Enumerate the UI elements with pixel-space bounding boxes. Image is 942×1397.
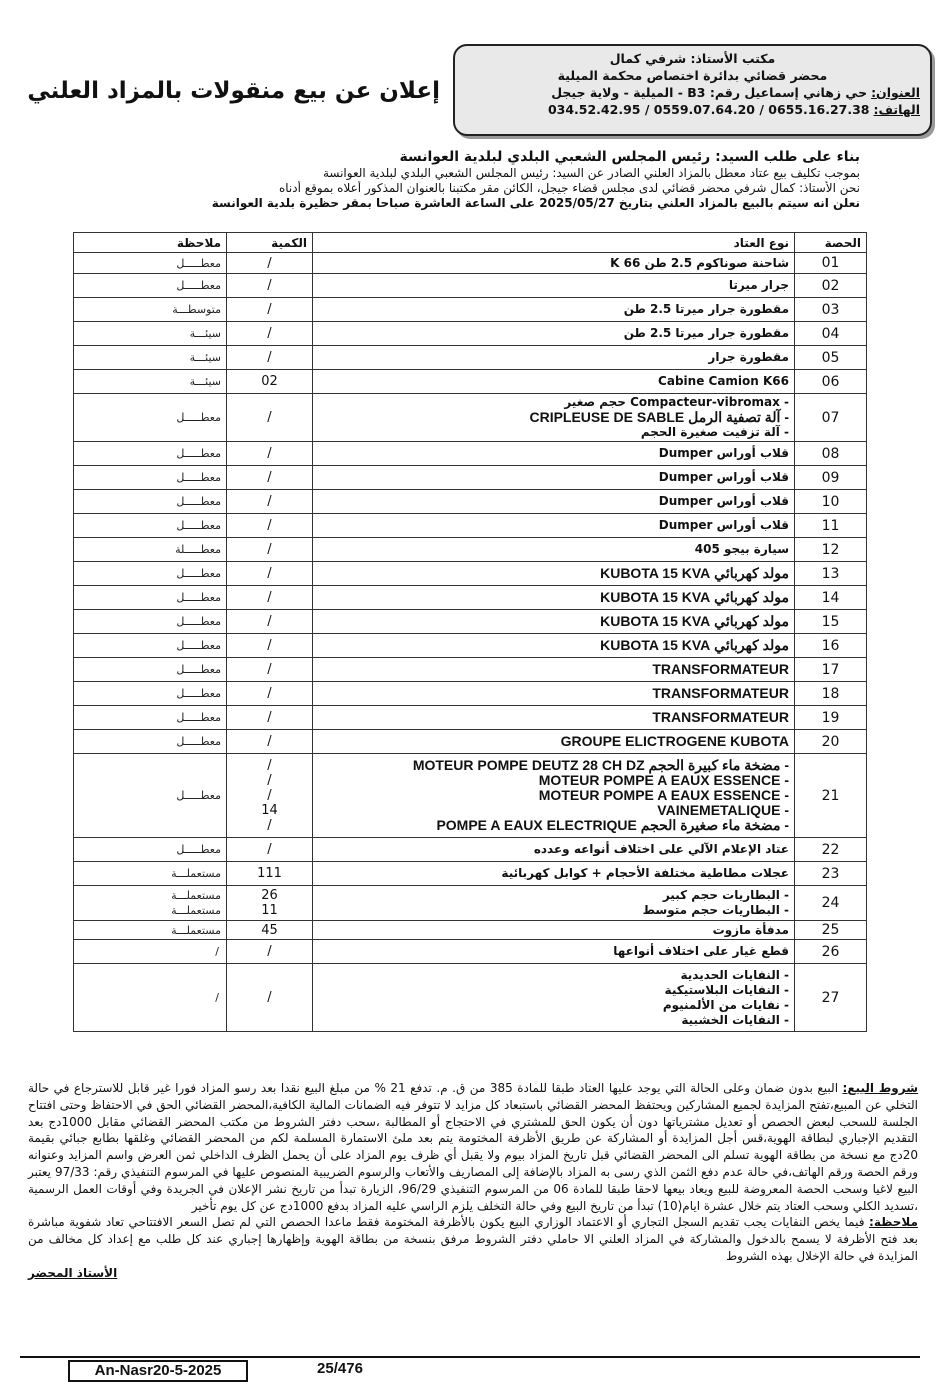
item-note [74, 514, 227, 538]
lot-number: 19 [795, 706, 867, 730]
item-type-line: شاحنة صوناكوم 2.5 طن K 66 [610, 255, 789, 270]
item-type-line: Cabine Camion K66 [658, 374, 789, 388]
item-note [74, 322, 227, 346]
item-type [313, 538, 795, 562]
intro-sale-date: نعلن انه سيتم بالبيع بالمزاد العلني بتاريخ 2025/05/27 على الساعة العاشرة صباحا بمقر حظيرة بلدية العوانسة [211, 196, 860, 210]
quantity-line: 111 [257, 866, 282, 881]
item-quantity [227, 562, 313, 586]
note-line: مستعملـــة [171, 889, 221, 902]
note-line: سيئـــة [189, 375, 221, 388]
office-name: مكتب الأستاذ: شرفي كمال [609, 51, 776, 66]
item-type [313, 754, 795, 838]
office-phone [465, 101, 920, 118]
note-line: معطـــــل [176, 639, 221, 652]
table-row [74, 730, 867, 754]
item-quantity [227, 370, 313, 394]
item-quantity [227, 886, 313, 921]
item-type [313, 838, 795, 862]
note-line: معطـــــل [176, 591, 221, 604]
item-type-line: مقطورة جرار ميرتا 2.5 طن [623, 302, 789, 316]
conditions-paragraph [28, 1080, 918, 1214]
table-row [74, 514, 867, 538]
item-type [313, 586, 795, 610]
table-row [74, 346, 867, 370]
bailiff-office-box [453, 44, 932, 136]
item-quantity [227, 634, 313, 658]
item-note [74, 706, 227, 730]
item-type [313, 610, 795, 634]
note-line: سيئـــة [189, 351, 221, 364]
table-row [74, 754, 867, 838]
conditions-label: شروط البيع: [842, 1081, 919, 1095]
lot-number: 08 [795, 442, 867, 466]
item-type [313, 490, 795, 514]
table-row [74, 921, 867, 940]
lot-number: 10 [795, 490, 867, 514]
item-quantity [227, 682, 313, 706]
note-line: معطـــــل [176, 256, 221, 270]
item-type-line: قلاب أوراس Dumper [658, 518, 789, 532]
table-row [74, 253, 867, 274]
table-row [74, 682, 867, 706]
table-body [74, 253, 867, 1032]
item-note [74, 394, 227, 442]
item-note [74, 964, 227, 1032]
lot-number: 22 [795, 838, 867, 862]
header-lot: الحصة [795, 233, 867, 253]
table-row [74, 586, 867, 610]
note-line: معطـــــل [176, 471, 221, 484]
item-type-line: - MOTEUR POMPE A EAUX ESSENCE [538, 772, 789, 788]
item-note [74, 634, 227, 658]
item-type-line: عتاد الإعلام الآلي على اختلاف أنواعه وعدده [533, 842, 789, 856]
quantity-line: / [267, 758, 272, 773]
note-line: معطـــــل [176, 615, 221, 628]
item-note [74, 940, 227, 964]
item-type-line: عجلات مطاطية مختلفة الأحجام + كوابل كهربائية [501, 866, 789, 880]
note-line: معطـــــل [176, 447, 221, 460]
item-type-line: TRANSFORMATEUR [652, 685, 789, 701]
item-quantity [227, 514, 313, 538]
item-type-line: - البطاريات حجم متوسط [642, 903, 789, 917]
note-line: معطـــــل [176, 711, 221, 724]
item-quantity [227, 253, 313, 274]
page-title: إعلان عن بيع منقولات بالمزاد العلني [27, 78, 440, 104]
lot-number: 15 [795, 610, 867, 634]
item-note [74, 838, 227, 862]
item-type [313, 466, 795, 490]
lot-number: 26 [795, 940, 867, 964]
note-line: متوسطـــة [172, 303, 221, 316]
address-label: العنوان: [871, 85, 920, 100]
item-quantity [227, 586, 313, 610]
conditions-text: البيع بدون ضمان وعلى الحالة التي يوجد عليها العتاد طبقا للمادة 385 من ق. م. تدفع 21 % من مبلغ البيع نقدا بعد رسو المزاد فورا غير قابل للاسترجاع في حالة التخلي عن المبيع،تفتح المزايدة لجميع المشاركين ويحتفظ المحضر القضائي باستبعاد كل مزايد لا تتوفر فيه الضمانات المالية الكافية،المحضر القضائي الحق في الاحتفاظ وحتى افتتاح الجلسة للسحب لبعض الحصص أو تعديل مشترياتها دون أن يكون الحق للمشتري في الاحتجاج أو المطالبة ،سحب دفتر الشروط من مكتب المحضر القضائي مقابل 1000دج بعد التقديم الإجباري لبطاقة الهوية،قس أجل المزايدة أو المشاركة عن طريق الأظرفة المختومة يتم بعد ملئ الاستمارة المسلمة لكم من المحضر القضائي وغلقها بطابع جبائي بقيمة 20دج مع نسخة من بطاقة الهوية تسلم الى المحضر القضائي قبل تاريخ المزاد بيوم ولا يقبل أي ظرف يوم المزاد على أن يحمل الظرف الداخلي ثمن العرض واسم المزايد وعنوانه ورقم الحصة ورقم الهاتف،في حالة عدم دفع الثمن الذي رسى به المزاد بالإضافة إلى المصاريف والأتعاب والرسوم الضريبية المنصوص عليها في المرسوم التنفيذي رقم: 97/33 يعتبر البيع لاغيا وسحب الحصة المعروضة للبيع ويعاد بيعها لاحقا طبقا للمادة 06 من المرسوم التنفيذي 96/29، الزيارة تبدأ من تاريخ نشر الإعلان في الجريدة وفي أوقات العمل الرسمية ،تسديد الكلي وسحب العتاد يتم خلال عشرة ايام(10) تبدأ من تاريخ البيع وفي حالة التخلف يلزم الراسي عليه المزاد بدفع 1000دج عن كل يوم تأخير [28, 1081, 919, 1213]
item-note [74, 886, 227, 921]
item-quantity [227, 274, 313, 298]
lot-number: 11 [795, 514, 867, 538]
note-text: فيما يخص النفايات يجب تقديم السجل التجاري أو الاعتماد الوزاري البيع يكون بالأظرفة المختومة فقط ماعدا الحصص التي لم تصل السعر الافتتاحي تعاد شفوية مباشرة بعد فتح الأظرفة لا يسمح بالدخول والمشاركة في المزاد العلني الا حاملي دفتر الشروط مرفق بنسخة من بطاقة الهوية وإظهارها إجباري عند كل طلب مع إعداد كل مخالف من المزايدة في حالة الإخلال بهذه الشروط [28, 1215, 918, 1263]
item-type [313, 682, 795, 706]
table-row [74, 706, 867, 730]
quantity-line: 45 [261, 922, 278, 938]
signature-line [28, 1265, 918, 1282]
quantity-line: 14 [261, 803, 278, 818]
quantity-line: / [267, 788, 272, 803]
lot-number: 25 [795, 921, 867, 940]
item-note [74, 562, 227, 586]
item-type [313, 394, 795, 442]
item-quantity [227, 538, 313, 562]
header-notes: ملاحظة [74, 233, 227, 253]
lot-number: 02 [795, 274, 867, 298]
item-type [313, 964, 795, 1032]
item-note [74, 610, 227, 634]
lot-number: 16 [795, 634, 867, 658]
item-quantity [227, 964, 313, 1032]
lot-number: 06 [795, 370, 867, 394]
item-quantity [227, 490, 313, 514]
item-type-line: مولد كهربائي KUBOTA 15 KVA [600, 565, 789, 581]
intro-mandate: بموجب تكليف بيع عتاد معطل بالمزاد العلني الصادر عن السيد: رئيس المجلس الشعبي البلدي لبلدية العوانسة [322, 166, 860, 180]
item-type-line: - البطاريات حجم كبير [662, 888, 789, 902]
lot-number: 20 [795, 730, 867, 754]
note-line: معطـــــل [176, 567, 221, 580]
item-note [74, 538, 227, 562]
newspaper-ref: An-Nasr20-5-2025 [68, 1360, 248, 1382]
item-type-line: - آلة تزفيت صغيرة الحجم [640, 425, 789, 439]
note-line: / [215, 991, 221, 1004]
item-type-line: - النفايات البلاستيكية [664, 982, 789, 997]
item-note [74, 370, 227, 394]
item-type-line: - النفايات الخشبية [681, 1012, 789, 1027]
quantity-line: / [267, 710, 272, 725]
intro-bailiff: نحن الأستاذ: كمال شرفي محضر قضائي لدى مجلس قضاء جيجل، الكائن مقر مكتبنا بالعنوان المذكور أعلاه بموقع أدناه [278, 181, 860, 195]
table-row [74, 274, 867, 298]
quantity-line: 02 [261, 374, 278, 389]
item-quantity [227, 658, 313, 682]
header-qty: الكمية [227, 233, 313, 253]
item-note [74, 586, 227, 610]
item-type [313, 514, 795, 538]
item-note [74, 754, 227, 838]
intro-requester: بناء على طلب السيد: رئيس المجلس الشعبي البلدي لبلدية العوانسة [399, 149, 860, 165]
item-type [313, 706, 795, 730]
item-type [313, 634, 795, 658]
note-line: معطـــــل [176, 687, 221, 700]
item-quantity [227, 706, 313, 730]
quantity-line: / [267, 662, 272, 677]
item-type [313, 274, 795, 298]
table-row [74, 538, 867, 562]
lot-number: 13 [795, 562, 867, 586]
item-quantity [227, 442, 313, 466]
quantity-line: 11 [261, 903, 278, 918]
note-line: معطـــــل [176, 519, 221, 532]
phone-value: 0655.16.27.38 / 0559.07.64.20 / 034.52.42.95 [547, 102, 870, 117]
item-note [74, 442, 227, 466]
item-type-line: مقطورة جرار ميرتا 2.5 طن [623, 326, 789, 340]
table-row [74, 862, 867, 886]
table-row [74, 466, 867, 490]
table-row [74, 442, 867, 466]
quantity-line: / [267, 842, 272, 857]
item-type-line: مولد كهربائي KUBOTA 15 KVA [600, 613, 789, 629]
quantity-line: / [267, 614, 272, 629]
quantity-line: / [267, 566, 272, 581]
note-line: معطـــــل [176, 663, 221, 676]
lot-number: 27 [795, 964, 867, 1032]
lot-number: 04 [795, 322, 867, 346]
item-quantity [227, 466, 313, 490]
item-type-line: مقطورة جرار [708, 350, 789, 364]
note-line: مستعملـــة [171, 923, 221, 937]
item-type-line: سيارة بيجو 405 [694, 542, 789, 556]
table-row [74, 658, 867, 682]
quantity-line: / [267, 494, 272, 509]
table-row [74, 964, 867, 1032]
quantity-line: / [267, 255, 272, 271]
quantity-line: / [267, 350, 272, 365]
item-note [74, 298, 227, 322]
note-line: معطـــــل [176, 843, 221, 856]
intro-block [120, 148, 860, 211]
lot-number: 01 [795, 253, 867, 274]
sale-conditions [28, 1080, 918, 1282]
item-type [313, 253, 795, 274]
lot-number: 18 [795, 682, 867, 706]
item-type-line: - النفايات الحديدية [680, 967, 789, 982]
lot-number: 05 [795, 346, 867, 370]
item-quantity [227, 394, 313, 442]
quantity-line: / [267, 542, 272, 557]
quantity-line: 26 [261, 888, 278, 903]
table-row [74, 838, 867, 862]
item-type-line: - آلة تصفية الرمل CRIPLEUSE DE SABLE [529, 409, 789, 425]
item-quantity [227, 298, 313, 322]
item-type [313, 921, 795, 940]
note-line: / [215, 945, 221, 958]
item-type [313, 730, 795, 754]
office-jurisdiction: محضر قضائي بدائرة اختصاص محكمة الميلية [557, 68, 828, 83]
quantity-line: / [267, 990, 272, 1005]
item-type-line: - مضخة ماء كبيرة الحجم MOTEUR POMPE DEUTZ 28 CH DZ [412, 757, 789, 773]
quantity-line: / [267, 734, 272, 749]
item-quantity [227, 921, 313, 940]
note-line: معطـــــل [176, 495, 221, 508]
quantity-line: / [267, 326, 272, 341]
signature: الأستاذ المحضر [28, 1265, 118, 1280]
item-type-line: GROUPE ELICTROGENE KUBOTA [560, 733, 789, 749]
note-line: مستعملـــة [171, 867, 221, 880]
lot-number: 07 [795, 394, 867, 442]
item-quantity [227, 730, 313, 754]
item-type [313, 442, 795, 466]
table-row [74, 634, 867, 658]
item-quantity [227, 322, 313, 346]
item-type-line: - MOTEUR POMPE A EAUX ESSENCE [538, 787, 789, 803]
item-type-line: جرار ميرتا [728, 278, 789, 292]
item-type-line: - نفايات من الألمنيوم [662, 997, 789, 1012]
table-row [74, 562, 867, 586]
table-row [74, 886, 867, 921]
phone-label: الهاتف: [873, 102, 920, 117]
quantity-line: / [267, 818, 272, 833]
item-quantity [227, 346, 313, 370]
item-type [313, 886, 795, 921]
lot-number: 09 [795, 466, 867, 490]
item-note [74, 658, 227, 682]
table-row [74, 940, 867, 964]
quantity-line: / [267, 944, 272, 959]
item-quantity [227, 862, 313, 886]
item-type-line: قلاب أوراس Dumper [658, 446, 789, 460]
item-type-line: قلاب أوراس Dumper [658, 494, 789, 508]
quantity-line: / [267, 773, 272, 788]
item-type [313, 298, 795, 322]
item-note [74, 466, 227, 490]
item-quantity [227, 754, 313, 838]
note-line: معطـــــل [176, 411, 221, 424]
item-type-line: - مضخة ماء صغيرة الحجم POMPE A EAUX ELECTRIQUE [436, 817, 789, 833]
office-address [465, 84, 920, 101]
item-type-line: TRANSFORMATEUR [652, 709, 789, 725]
header-type: نوع العتاد [313, 233, 795, 253]
item-quantity [227, 838, 313, 862]
item-note [74, 346, 227, 370]
table-row [74, 394, 867, 442]
item-type-line: مدفأة مازوت [712, 922, 789, 937]
quantity-line: / [267, 518, 272, 533]
note-line: معطـــــل [176, 735, 221, 748]
address-value: حي زهاني إسماعيل رقم: B3 - الميلية - ولاية جيجل [551, 85, 868, 100]
note-line: معطـــــل [176, 789, 221, 802]
item-type [313, 658, 795, 682]
item-type-line: TRANSFORMATEUR [652, 661, 789, 677]
item-quantity [227, 610, 313, 634]
item-type [313, 322, 795, 346]
item-note [74, 682, 227, 706]
table-row [74, 298, 867, 322]
item-type [313, 346, 795, 370]
table-row [74, 490, 867, 514]
quantity-line: / [267, 590, 272, 605]
quantity-line: / [267, 638, 272, 653]
note-line: معطـــــلة [175, 543, 221, 556]
item-type-line: مولد كهربائي KUBOTA 15 KVA [600, 589, 789, 605]
item-note [74, 921, 227, 940]
item-type-line: - VAINEMETALIQUE [657, 802, 789, 818]
item-quantity [227, 940, 313, 964]
note-line: مستعملـــة [171, 904, 221, 917]
table-header-row [74, 233, 867, 253]
lot-number: 17 [795, 658, 867, 682]
table-row [74, 370, 867, 394]
lot-number: 03 [795, 298, 867, 322]
announcement-number: 25/476 [317, 1360, 363, 1377]
item-type [313, 370, 795, 394]
item-note [74, 862, 227, 886]
lot-number: 21 [795, 754, 867, 838]
item-type-line: مولد كهربائي KUBOTA 15 KVA [600, 637, 789, 653]
note-line: معطـــــل [176, 279, 221, 292]
item-note [74, 274, 227, 298]
item-type [313, 862, 795, 886]
lot-number: 12 [795, 538, 867, 562]
item-type-line: - Compacteur-vibromax حجم صغير [564, 395, 789, 409]
item-note [74, 490, 227, 514]
lot-number: 14 [795, 586, 867, 610]
item-note [74, 730, 227, 754]
item-type-line: قلاب أوراس Dumper [658, 470, 789, 484]
note-paragraph [28, 1214, 918, 1264]
table-row [74, 610, 867, 634]
items-table [73, 232, 867, 1032]
quantity-line: / [267, 470, 272, 485]
item-type [313, 940, 795, 964]
quantity-line: / [267, 686, 272, 701]
note-line: سيئـــة [189, 327, 221, 340]
item-type-line: قطع غيار على اختلاف أنواعها [613, 944, 789, 958]
footer [20, 1356, 920, 1382]
quantity-line: / [267, 410, 272, 425]
item-type [313, 562, 795, 586]
lot-number: 23 [795, 862, 867, 886]
lot-number: 24 [795, 886, 867, 921]
table-row [74, 322, 867, 346]
item-note [74, 253, 227, 274]
quantity-line: / [267, 446, 272, 461]
note-label: ملاحظة: [869, 1215, 918, 1230]
quantity-line: / [267, 278, 272, 293]
quantity-line: / [267, 302, 272, 317]
